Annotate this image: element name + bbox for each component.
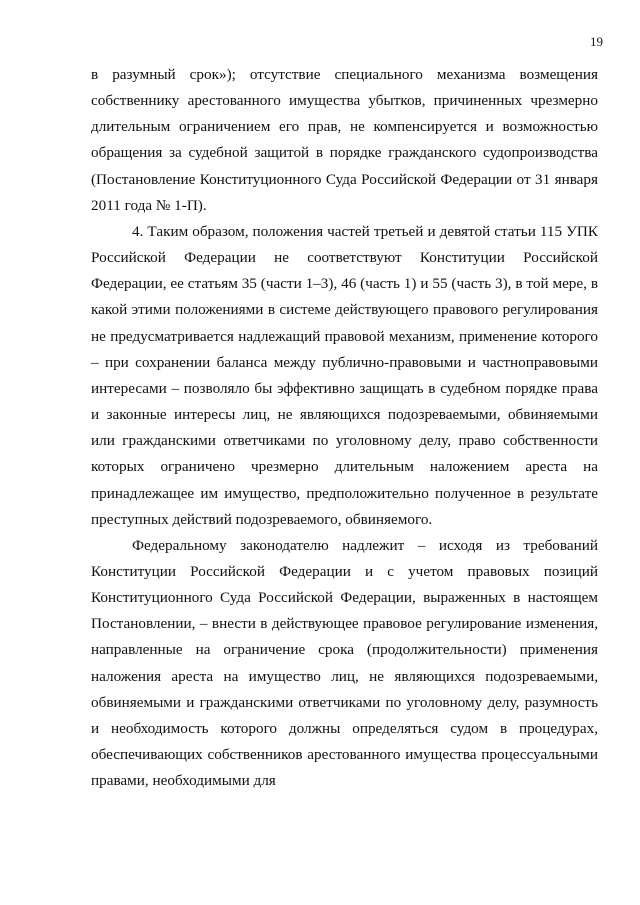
- page-number: 19: [590, 34, 603, 49]
- paragraph-continuation: в разумный срок»); отсутствие специального механизма возмещения собственнику арестованного имущества убытков, причиненных чрезмерно длительным ограничением его прав, не компенсируется и возможностью обращения за судебной защитой в порядке гражданского судопроизводства (Постановление Конституционного Суда Российской Федерации от 31 января 2011 года № 1-П).: [91, 66, 598, 214]
- paragraph-legislator-instruction: Федеральному законодателю надлежит – исходя из требований Конституции Российской Федерации и с учетом правовых позиций Конституционного Суда Российской Федерации, выраженных в настоящем Постановлении, – внести в действующее правовое регулирование изменения, направленные на ограничение срока (продолжительности) применения наложения ареста на имущество лиц, не являющихся подозреваемыми, обвиняемыми и гражданскими ответчиками по уголовному делу, разумность и необходимость которого должны определяться судом в процедурах, обеспечивающих собственников арестованного имущества процессуальными правами, необходимыми для: [91, 536, 598, 790]
- paragraph-conclusion: 4. Таким образом, положения частей третьей и девятой статьи 115 УПК Российской Федерации не соответствуют Конституции Российской Федерации, ее статьям 35 (части 1–3), 46 (часть 1) и 55 (часть 3), в той мере, в какой этими положениями в системе действующего правового регулирования не предусматривается надлежащий правовой механизм, применение которого – при сохранении баланса между публично-правовыми и частноправовыми интересами – позволяло бы эффективно защищать в судебном порядке права и законные интересы лиц, не являющихся подозреваемыми, обвиняемыми или гражданскими ответчиками по уголовному делу, право собственности которых ограничено чрезмерно длительным наложением ареста на принадлежащее им имущество, предположительно полученное в результате преступных действий подозреваемого, обвиняемого.: [91, 222, 598, 528]
- document-body: [91, 62, 598, 794]
